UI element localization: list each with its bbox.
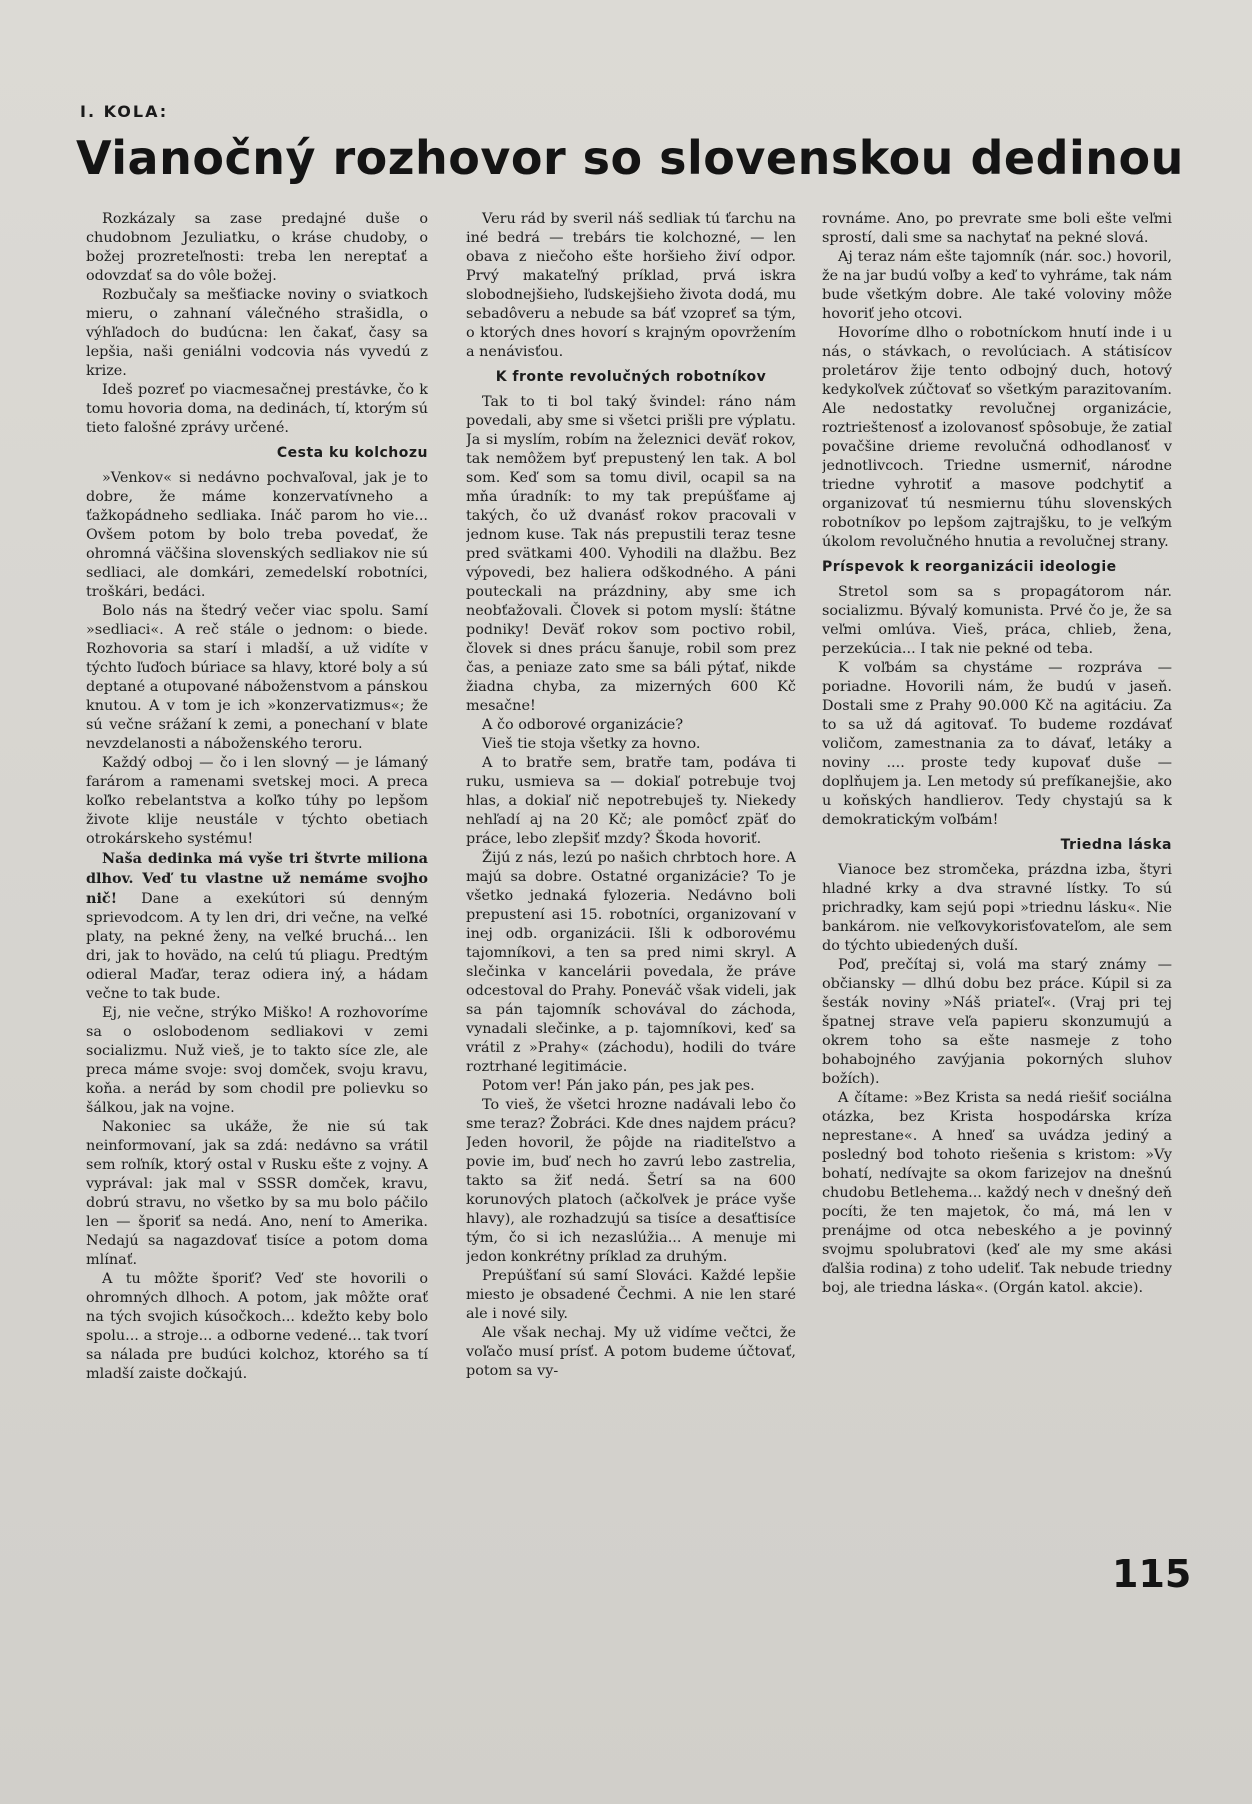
paragraph: »Venkov« si nedávno pochvaľoval, jak je to dobre, že máme konzervatívneho a ťažkopádneho sedliaka. Ináč parom ho vie... Ovšem potom by bolo treba povedať, že ohromná väčšina slovenských sedliakov nie sú sedliaci, ale domkári, zemedelskí robotníci, troškári, bedáci. (86, 470, 428, 600)
paragraph: A to bratře sem, bratře tam, podáva ti ruku, usmieva sa — dokiaľ potrebuje tvoj hlas, a dokiaľ nič nepotrebuješ ty. Niekedy nehľadí aj na 20 Kč; ale pomôcť zpäť do práce, lebo zlepšiť mzdy? Škoda hovoriť. (466, 755, 796, 847)
paragraph: Hovoríme dlho o robotníckom hnutí inde i u nás, o stávkach, o revolúciach. A státisícov proletárov žije tento odbojný duch, hotový kedykoľvek zúčtovať so všetkým parazitovaním. Ale nedostatky revolučnej organizácie, roztrieštenosť a izolovanosť spôsobuje, že zatiaľ povačšine driemе revolučná odhodlanosť v jednotlivcoch. Triedne usmerniť, národne triedne vyhrotiť a masove podchytiť a organizovať tú nesmiernu túhu slovenských robotníkov po lepšom zajtrajšku, to je veľkým úkolom revolučného hnutia a revolučnej strany. (822, 325, 1172, 550)
article-headline: Vianočný rozhovor so slovenskou dedinou (76, 131, 1184, 185)
column-3 (822, 210, 1172, 1570)
paragraph: K voľbám sa chystáme — rozpráva — poriadne. Hovorili nám, že budú v jaseň. Dostali sme z Prahy 90.000 Kč na agitáciu. Za to sa už dá agitovať. To budeme rozdávať voličom, zamestnania za to dávať, letáky a noviny .... proste tedy kupovať duše — doplňujem ja. Len metody sú prefíkanejšie, ako u koňských handlierov. Tedy chystajú sa k demokratickým voľbám! (822, 660, 1172, 828)
paragraph: Nakoniec sa ukáže, že nie sú tak neinformovaní, jak sa zdá: nedávno sa vrátil sem roľník, ktorý ostal v Rusku ešte z vojny. A vyprával: jak mal v SSSR domček, kravu, dobrú stravu, no všetko by sa mu bolo páčilo len — šporiť sa nedá. Ano, není to Amerika. Nedajú sa nagazdovať tisíce a potom doma mlínať. (86, 1119, 428, 1268)
paragraph: Tak to ti bol taký švindel: ráno nám povedali, aby sme si všetci prišli pre výplatu. Ja si myslím, robím na železnici deväť rokov, tak nemôžem byť prepustený len tak. A bol som. Keď som sa tomu divil, ocapil sa na mňa úradník: to my tak prepúšťame aj takých, čo už dvanásť rokov pracovali v jednom kuse. Tak nás prepustili teraz tesne pred svätkami 400. Vyhodili na dlažbu. Bez výpovedi, bez haliera odškodného. A páni pouteckali na prázdniny, aby sme ich neobťažovali. Človek si potom myslí: štátne podniky! Deväť rokov som poctivo robil, človek si dnes prácu šanuje, robil som prez čas, a peniaze zato sme sa báli pýtať, nikde žiadna chyba, za mizerných 600 Kč mesačne! (466, 394, 796, 714)
column-1 (86, 210, 428, 1570)
paragraph: Žijú z nás, lezú po našich chrbtoch hore. A majú sa dobre. Ostatné organizácie? To je všetko jednaká fylozeria. Nedávno boli prepustení asi 15. robotníci, organizovaní v inej odb. organizácii. Išli k odborovému tajomníkovi, a ten sa pred nimi skryl. A slečinka v kancelárii povedala, že práve odcestoval do Prahy. Poneváč však videli, jak sa pán tajomník schovával do záchoda, vynadali slečinke, a p. tajomníkovi, keď sa vrátil z »Prahy« (záchodu), hodili do tváre roztrhané legitimácie. (466, 850, 796, 1075)
paragraph: Prepúšťaní sú samí Slováci. Každé lepšie miesto je obsadené Čechmi. A nie len staré ale i nové sily. (466, 1268, 796, 1322)
paragraph: A tu môžte šporiť? Veď ste hovorili o ohromných dlhoch. A potom, jak môžte orať na tých svojich kúsočkoch... kdežto keby bolo spolu... a stroje... a odborne vedené... tak tvorí sa nálada pre budúci kolchoz, ktorého sa tí mladší zaiste dočkajú. (86, 1271, 428, 1382)
paragraph: Rozbučaly sa mešťiacke noviny o sviatkoch mieru, o zahnaní válečného strašidla, o výhľadoch do budúcna: len čakať, časy sa lepšia, naši geniálni vodcovia nás vyvedú z krize. (86, 287, 428, 379)
section-heading: Triedna láska (1060, 837, 1172, 853)
paragraph (86, 849, 428, 1004)
paragraph: Ale však nechaj. My už vidíme večtci, že voľačo musí prísť. A potom budeme účtovať, potom sa vy- (466, 1325, 796, 1379)
paragraph: Vianoce bez stromčeka, prázdna izba, štyri hladné krky a dva stravné lístky. To sú prichrаdky, kam sejú popi »triednu lásku«. Nie bankárom. nie veľkovykorisťovateľom, ale sem do týchto ubiedených duší. (822, 862, 1172, 954)
section-heading: Príspevok k reorganizácii ideologie (822, 559, 1117, 575)
paragraph: rovnáme. Ano, po prevrate sme boli ešte veľmi sprostí, dali sme sa nachytať na pekné slová. (822, 211, 1172, 246)
column-2 (466, 210, 796, 1570)
paragraph-text: Dane a exekútori sú denným sprievodcom. A ty len dri, dri večne, na veľké platy, na pekné ženy, na veľké bruchá... len dri, jak to hovädo, na celú tú pliagu. Predtým odieral Maďar, teraz odiera iný, a hádam večne to tak bude. (86, 891, 428, 1002)
paragraph: A čo odborové organizácie? (482, 717, 684, 733)
paragraph: Rozkázaly sa zase predajné duše o chudobnom Jezuliatku, o kráse chudoby, o božej prozreteľnosti: treba len nereptať a odovzdať sa do vôle božej. (86, 211, 428, 284)
paragraph: Poď, prečítaj si, volá ma starý známy — občiansky — dlhú dobu bez práce. Kúpil si za šesták noviny »Náš priateľ«. (Vraj pri tej špatnej strave veľa papieru skonzumujú a okrem toho sa ešte nasmeje z toho bohabojného zavýjania pokorných sluhov božích). (822, 957, 1172, 1087)
paragraph: Každý odboj — čo i len slovný — je lámaný farárom a ramenami svetskej moci. A preca koľko rebelantstva a koľko túhy po lepšom živote klije neustále v týchto obetiach otrokárskeho systému! (86, 755, 428, 847)
author-byline: I. KOLA: (80, 102, 169, 121)
section-heading: Cesta ku kolchozu (276, 445, 428, 461)
bold-quote: Naša dedinka má vyše tri štvrte miliona dlhov. Veď tu vlastne už nemáme svojho nič! (86, 850, 428, 907)
paragraph: To vieš, že všetci hrozne nadávali lebo čo sme teraz? Žobráci. Kde dnes najdem prácu? Jeden hovoril, že pôjde na riaditeľstvo a povie im, buď nech ho zavrú lebo zastrelia, takto sa žiť nedá. Šetrí sa na 600 korunových platoch (ačkoľvek je práce vyše hlavy), ale rozhadzujú sa tisíce a desaťtisíce tým, čo si ich nezaslúžia... A menuje mi jedon konkrétny príklad za druhým. (466, 1097, 796, 1265)
paragraph: Vieš tie stoja všetky za hovno. (482, 736, 701, 752)
paragraph: Bolo nás na štedrý večer viac spolu. Samí »sedliaci«. A reč stále o jednom: o biede. Rozhovoria sa starí i mladší, a už vidíte v týchto ľuďoch búriace sa hlavy, ktoré boly a sú deptané a otupované náboženstvom a pánskou knutou. A v tom je ich »konzervatizmus«; že sú večne srážaní k zemi, a ponechaní v blate nevzdelanosti a náboženského teroru. (86, 603, 428, 752)
paragraph: Ej, nie večne, strýko Miško! A rozhovoríme sa o oslobodenom sedliakovi v zemi socializmu. Nuž vieš, je to takto síce zle, ale preca máme svoje: svoj domček, svoju kravu, koňa. a nerád by som chodil pre polievku so šálkou, jak na vojne. (86, 1005, 428, 1116)
paragraph: A čítame: »Bez Krista sa nedá riešiť sociálna otázka, bez Krista hospodárska kríza neprestane«. A hneď sa uvádza jediný a posledný bod tohoto riešenia s kristom: »Vy bohatí, nedívajte sa okom farizejov na dnešnú chudobu Betlehema... každý nech v dnešný deň pocíti, že ten majetok, čo má, má len v prenájme od otca nebeského a je povinný svojmu spolubratovi (keď ale my sme akási ďalšia rodina) z toho udeliť. Tak nebude triedny boj, ale triedna láska«. (Orgán katol. akcie). (822, 1090, 1172, 1296)
page-number: 115 (1112, 1552, 1192, 1596)
paragraph: Aj teraz nám ešte tajomník (nár. soc.) hovoril, že na jar budú voľby a keď to vyhráme, tak nám bude všetkým dobre. Ale také voloviny môže hovoriť jeho otcovi. (822, 249, 1172, 322)
paragraph: Stretol som sa s propagátorom nár. socializmu. Bývalý komunista. Prvé čo je, že sa veľmi omlúva. Vieš, práca, chlieb, žena, perzekúcia... I tak nie pekné od teba. (822, 584, 1172, 657)
paragraph: Veru rád by sveril náš sedliak tú ťarchu na iné bedrá — trebárs tie kolchozné, — len obava z niečoho ešte horšieho živí odpor. Prvý makateľný príklad, prvá iskra slobodnejšieho, ľudskejšieho života dodá, mu sebadôveru a nebude sa báť vzopreť sa tým, o ktorých dnes hovorí s krajným opovržením a nenávisťou. (466, 211, 796, 360)
section-heading: K fronte revolučných robotníkov (495, 369, 767, 385)
paragraph: Ideš pozreť po viacmesačnej prestávke, čo k tomu hovoria doma, na dedinách, tí, ktorým sú tieto falošné zprávy určené. (86, 382, 428, 436)
paragraph: Potom ver! Pán jako pán, pes jak pes. (482, 1078, 755, 1094)
